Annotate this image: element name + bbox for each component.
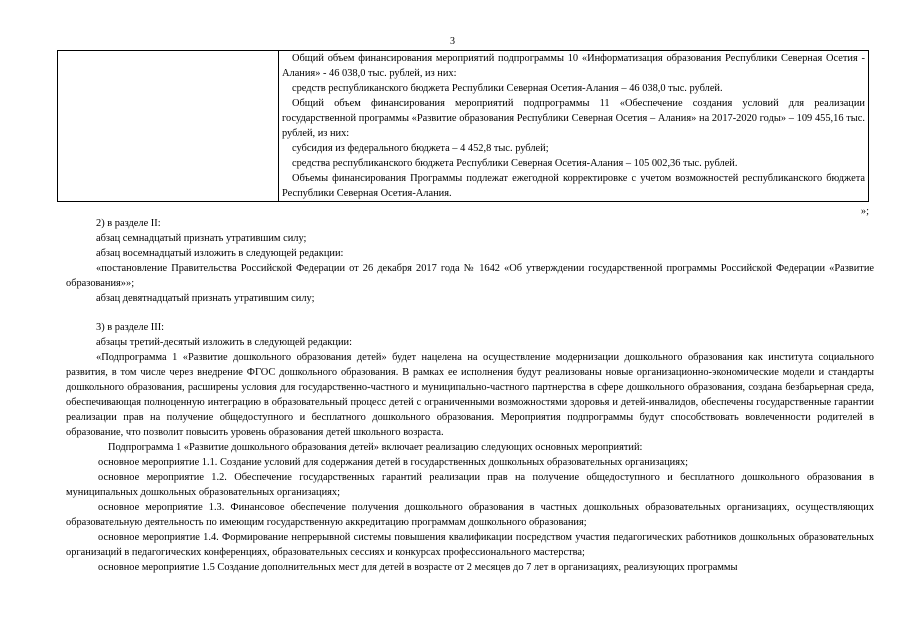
table-paragraph: Объемы финансирования Программы подлежат ежегодной корректировке с учетом возможностей республиканского бюджета Республики Северная Осетия-Алания. xyxy=(282,173,865,199)
table-paragraph: Общий объем финансирования мероприятий подпрограммы 10 «Информатизация образования Республики Северная Осетия - Алания» - 46 038,0 тыс. рублей, из них: xyxy=(282,53,865,79)
section-heading: 2) в разделе II: xyxy=(96,218,161,229)
paragraph: «Подпрограмма 1 «Развитие дошкольного образования детей» будет нацелена на осуществление модернизации дошкольного образования как института социального развития, в том числе через внедрение ФГОС дошкольного образования. В рамках ее исполнения будут реализованы новые организационно-экономические модели и стандарты дошкольного образования, расширены условия для государственно-частного и муниципально-частного партнерства в сфере дошкольного образования, создана безбарьерная среда, обеспечивающая полноценную интеграцию в образовательный процесс детей с ограниченными возможностями здоровья и детей-инвалидов, обеспечены государственные гарантии реализации прав на получение общедоступного и бесплатного дошкольного образования. Мероприятия подпрограммы будут способствовать вовлеченности родителей в образование, что позволит повысить уровень образования детей школьного возраста. xyxy=(66,352,874,438)
paragraph: абзац восемнадцатый изложить в следующей редакции: xyxy=(96,248,344,259)
list-item: основное мероприятие 1.5 Создание дополнительных мест для детей в возрасте от 2 месяцев до 7 лет в организациях, реализующих программы xyxy=(98,562,738,573)
section-heading: 3) в разделе III: xyxy=(96,322,165,333)
paragraph: абзац девятнадцатый признать утратившим силу; xyxy=(96,293,315,304)
page-number: 3 xyxy=(450,36,455,47)
table-row xyxy=(58,51,869,202)
list-item: основное мероприятие 1.4. Формирование непрерывной системы повышения квалификации посредством участия педагогических работников дошкольных образовательных организаций в педагогических конференциях, образовательных сессиях и конкурсах профессионального мастерства; xyxy=(66,532,874,558)
list-item: основное мероприятие 1.2. Обеспечение государственных гарантий реализации прав на получение общедоступного и бесплатного дошкольного образования в муниципальных дошкольных образовательных организациях; xyxy=(66,472,874,498)
paragraph: Подпрограмма 1 «Развитие дошкольного образования детей» включает реализацию следующих основных мероприятий: xyxy=(108,442,643,453)
table-left-cell xyxy=(58,51,279,202)
table-paragraph: субсидия из федерального бюджета – 4 452,8 тыс. рублей; xyxy=(292,143,549,154)
closing-quote-mark: »; xyxy=(860,206,869,217)
paragraph: «постановление Правительства Российской Федерации от 26 декабря 2017 года № 1642 «Об утверждении государственной программы Российской Федерации «Развитие образования»»; xyxy=(66,263,874,289)
table-right-cell xyxy=(279,51,869,202)
list-item: основное мероприятие 1.3. Финансовое обеспечение получения дошкольного образования в частных дошкольных образовательных организациях, осуществляющих образовательную деятельность по имеющим государственную аккредитацию программам дошкольного образования; xyxy=(66,502,874,528)
document-body xyxy=(66,216,874,575)
table-paragraph: Общий объем финансирования мероприятий подпрограммы 11 «Обеспечение создания условий для реализации государственной программы «Развитие образования Республики Северная Осетия – Алания» на 2017-2020 годы» – 109 455,16 тыс. рублей, из них: xyxy=(282,98,865,139)
list-item: основное мероприятие 1.1. Создание условий для содержания детей в государственных дошкольных образовательных организациях; xyxy=(98,457,689,468)
paragraph: абзац семнадцатый признать утратившим силу; xyxy=(96,233,307,244)
financing-table xyxy=(57,50,869,202)
paragraph: абзацы третий-десятый изложить в следующей редакции: xyxy=(96,337,352,348)
table-paragraph: средства республиканского бюджета Республики Северная Осетия-Алания – 105 002,36 тыс. рублей. xyxy=(292,158,738,169)
table-paragraph: средств республиканского бюджета Республики Северная Осетия-Алания – 46 038,0 тыс. рублей. xyxy=(292,83,723,94)
